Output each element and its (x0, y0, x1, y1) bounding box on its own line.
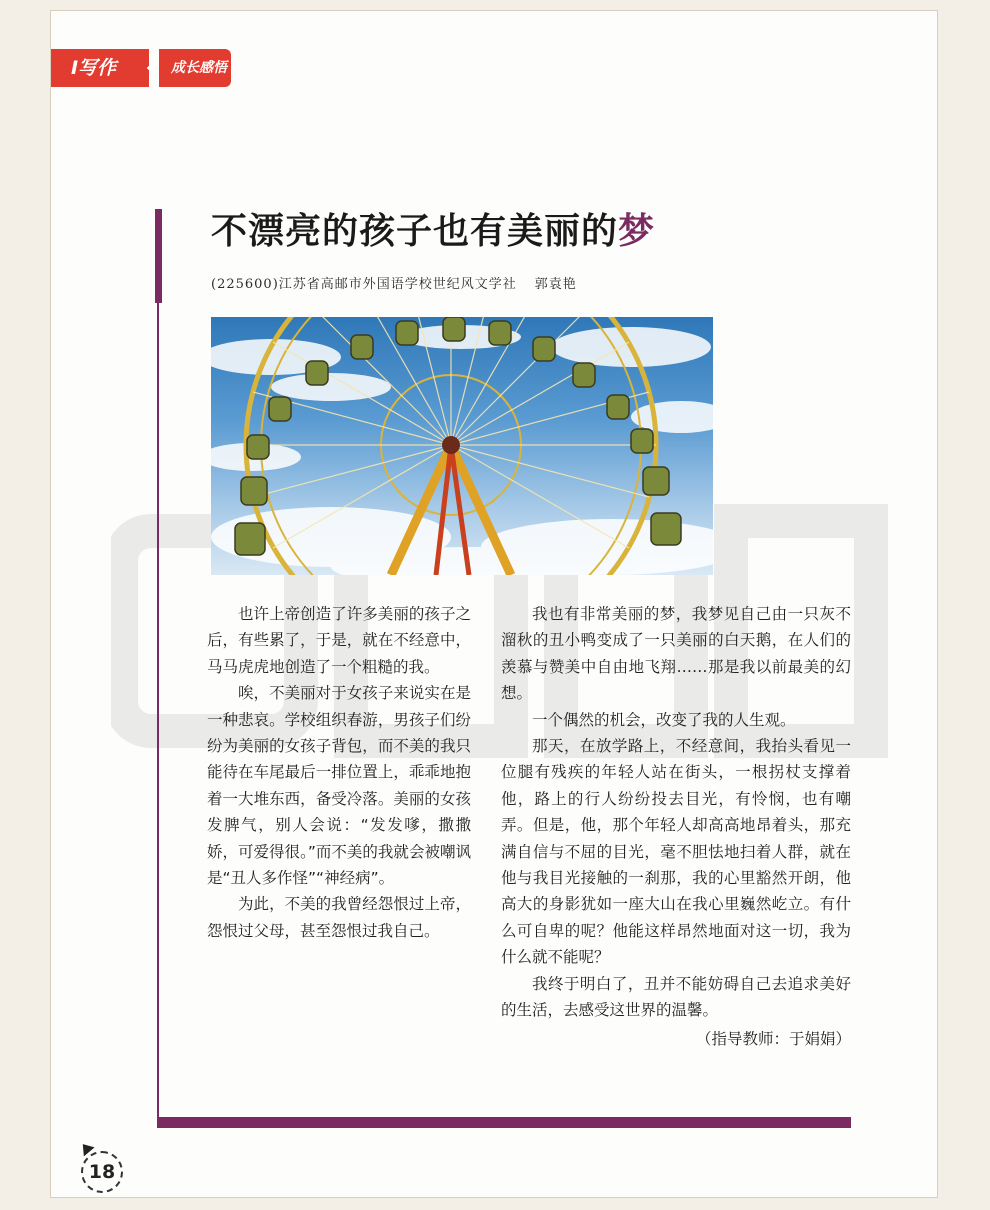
paragraph: 那天，在放学路上，不经意间，我抬头看见一位腿有残疾的年轻人站在街头，一根拐杖支撑着他，路上的行人纷纷投去目光，有怜悯，也有嘲弄。但是，他，那个年轻人却高高地昂着头，那充满自信与不屈的目光，毫不胆怯地扫着人群，就在他与我目光接触的一刹那，我的心里豁然开朗，他高大的身影犹如一座大山在我心里巍然屹立。有什么可自卑的呢？他能这样昂然地面对这一切，我为什么就不能呢？ (501, 737, 851, 967)
section-tag-sub: 成长感悟 (159, 49, 231, 87)
title-accent: 梦 (618, 210, 656, 252)
accent-rule-vertical (157, 303, 159, 1117)
paragraph: 唉，不美丽对于女孩子来说实在是一种悲哀。学校组织春游，男孩子们纷纷为美丽的女孩子背包，而不美的我只能待在车尾最后一排位置上，乖乖地抱着一大堆东西，备受冷落。美丽的女孩发脾气，别人会说：“发发嗲，撒撒娇，可爱得很。”而不美的我就会被嘲讽是“丑人多作怪”“神经病”。 (207, 684, 471, 888)
page-number: 18 (81, 1151, 123, 1193)
byline-author: 郭袁艳 (534, 277, 577, 292)
magazine-page (50, 10, 938, 1198)
article-column-right (501, 601, 851, 1052)
ferris-wheel-illustration (211, 317, 713, 575)
paragraph: 一个偶然的机会，改变了我的人生观。 (532, 710, 796, 729)
paragraph: 也许上帝创造了许多美丽的孩子之后，有些累了，于是，就在不经意中，马马虎虎地创造了一个粗糙的我。 (207, 605, 471, 676)
article-title (211, 207, 851, 255)
title-main: 不漂亮的孩子也有美丽的 (211, 210, 619, 252)
advising-teacher: （指导教师：于娟娟） (695, 1029, 851, 1048)
byline-affiliation: (225600)江苏省高邮市外国语学校世纪风文学社 (211, 277, 517, 292)
accent-bar-bottom (157, 1117, 851, 1128)
paragraph: 我也有非常美丽的梦，我梦见自己由一只灰不溜秋的丑小鸭变成了一只美丽的白天鹅，在人们的羡慕与赞美中自由地飞翔……那是我以前最美的幻想。 (501, 605, 851, 703)
ferris-wheel-photo (211, 317, 713, 575)
paragraph: 我终于明白了，丑并不能妨碍自己去追求美好的生活，去感受这世界的温馨。 (501, 974, 851, 1020)
section-tag (51, 49, 231, 87)
paragraph: 为此，不美的我曾经怨恨过上帝，怨恨过父母，甚至怨恨过我自己。 (207, 895, 471, 940)
article-column-left (207, 601, 471, 944)
accent-bar-vertical (155, 209, 162, 303)
section-tag-main: I写作 (51, 49, 149, 87)
byline (211, 273, 851, 292)
